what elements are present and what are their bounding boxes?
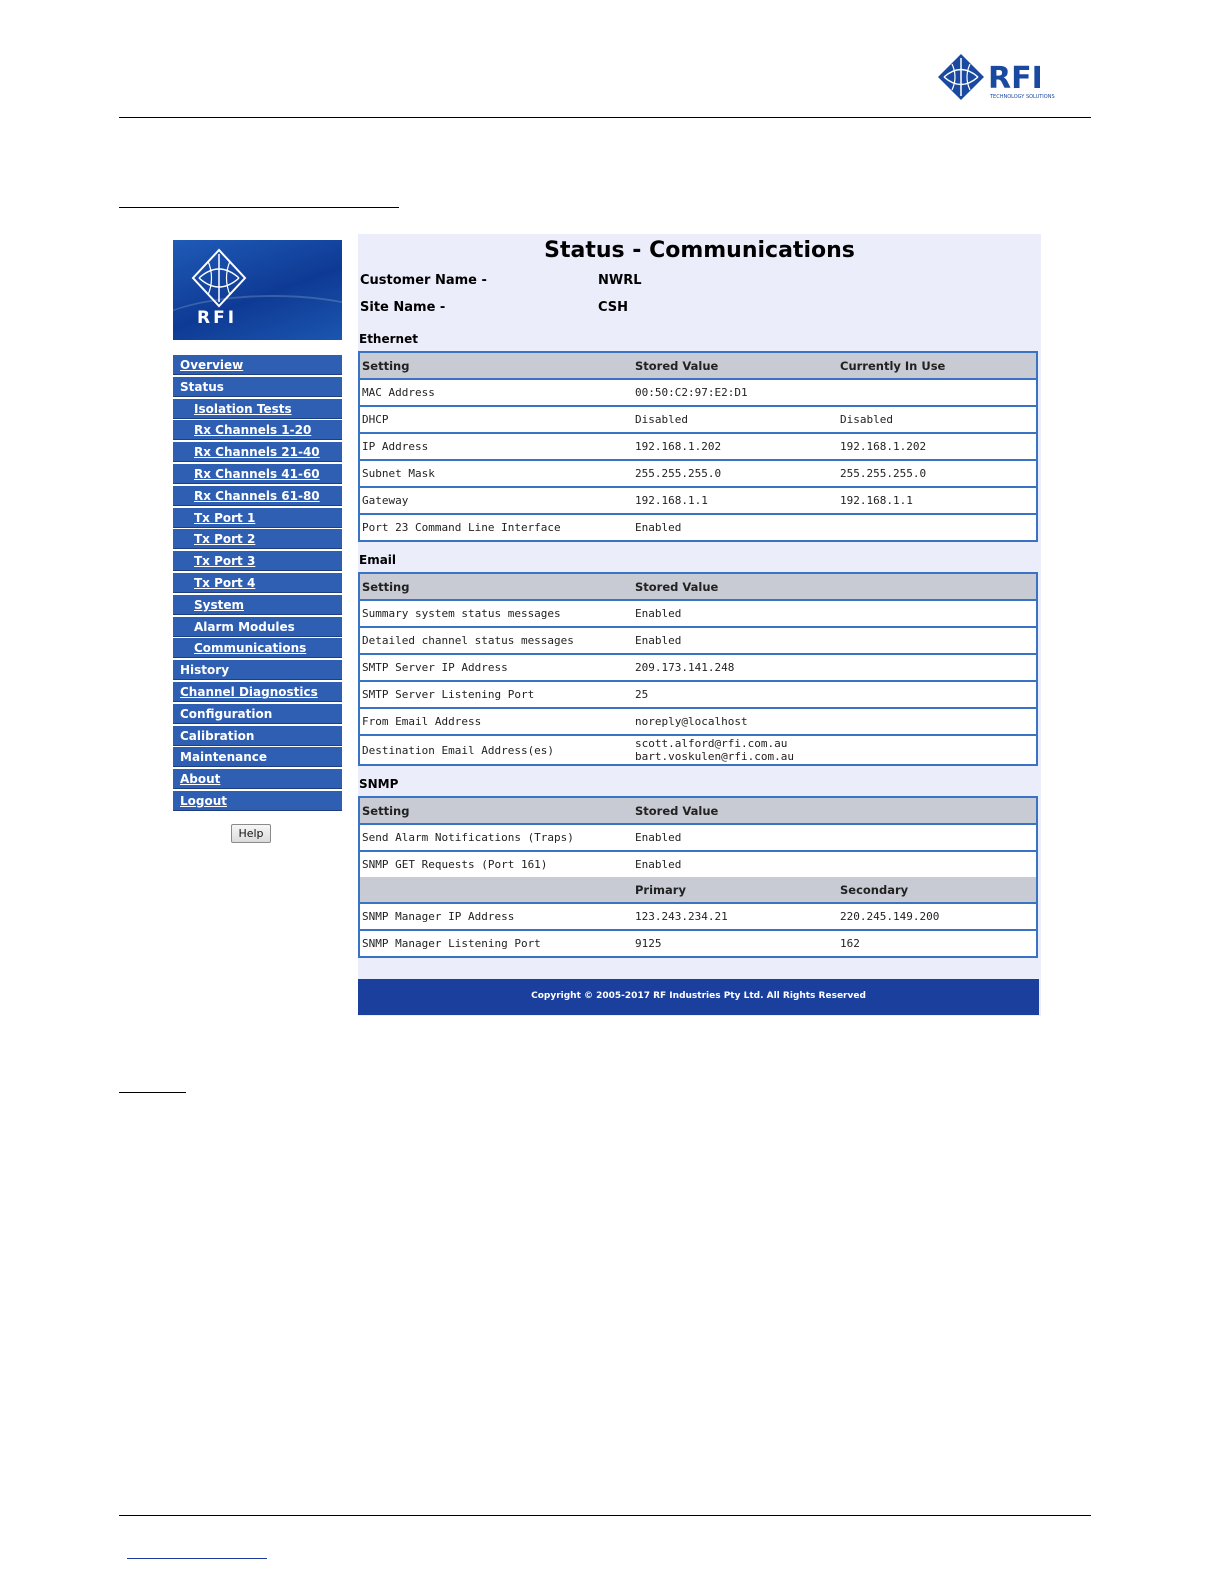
table-row <box>359 600 1037 627</box>
document-footer-rule <box>119 1515 1091 1516</box>
header-cell: Stored Value <box>633 797 838 824</box>
stored-value-cell: Enabled <box>633 851 838 877</box>
empty-cell <box>838 824 1037 851</box>
setting-cell: Destination Email Address(es) <box>359 735 633 765</box>
nav-overview[interactable]: Overview <box>173 355 342 375</box>
nav-isolation-tests[interactable]: Isolation Tests <box>173 399 342 419</box>
header-cell: Stored Value <box>633 573 838 600</box>
header-cell: Setting <box>359 352 633 379</box>
table-row <box>359 681 1037 708</box>
setting-cell: From Email Address <box>359 708 633 735</box>
header-cell: Setting <box>359 573 633 600</box>
setting-cell: SNMP GET Requests (Port 161) <box>359 851 633 877</box>
rfi-globe-icon <box>936 52 1066 102</box>
setting-cell: SMTP Server Listening Port <box>359 681 633 708</box>
document-heading-underline <box>119 207 399 208</box>
empty-cell <box>838 708 1037 735</box>
customer-name-label: Customer Name - <box>360 273 487 288</box>
secondary-value-cell: 220.245.149.200 <box>838 903 1037 930</box>
stored-value-cell: 00:50:C2:97:E2:D1 <box>633 379 838 406</box>
stored-value-cell: 192.168.1.1 <box>633 487 838 514</box>
nav-about[interactable]: About <box>173 769 342 789</box>
nav-rx-channels-21-40[interactable]: Rx Channels 21-40 <box>173 442 342 462</box>
nav-channel-diagnostics[interactable]: Channel Diagnostics <box>173 682 342 702</box>
table-row <box>359 735 1037 765</box>
help-button[interactable]: Help <box>231 824 271 843</box>
setting-cell: SNMP Manager IP Address <box>359 903 633 930</box>
current-value-cell: 192.168.1.202 <box>838 433 1037 460</box>
nav-status[interactable]: Status <box>173 377 342 397</box>
stored-value-cell: 192.168.1.202 <box>633 433 838 460</box>
stored-value-cell: Enabled <box>633 514 838 541</box>
secondary-value-cell: 162 <box>838 930 1037 957</box>
stored-value-cell: 255.255.255.0 <box>633 460 838 487</box>
header-cell: Currently In Use <box>838 352 1037 379</box>
page-title: Status - Communications <box>544 238 855 263</box>
nav-tx-port-3[interactable]: Tx Port 3 <box>173 551 342 571</box>
header-cell <box>838 573 1037 600</box>
header-cell: Secondary <box>838 877 1037 903</box>
snmp-section-title: SNMP <box>359 777 399 791</box>
table-row <box>359 433 1037 460</box>
svg-text:TECHNOLOGY SOLUTIONS: TECHNOLOGY SOLUTIONS <box>990 94 1055 100</box>
destination-email-2: bart.voskulen@rfi.com.au <box>635 750 794 763</box>
current-value-cell <box>838 514 1037 541</box>
nav-configuration[interactable]: Configuration <box>173 704 342 724</box>
nav-calibration[interactable]: Calibration <box>173 726 342 746</box>
table-row <box>359 824 1037 851</box>
document-header-rule <box>119 117 1091 118</box>
setting-cell: MAC Address <box>359 379 633 406</box>
nav-communications[interactable]: Communications <box>173 638 342 658</box>
nav-maintenance[interactable]: Maintenance <box>173 747 342 767</box>
stored-value-cell: noreply@localhost <box>633 708 838 735</box>
empty-cell <box>838 600 1037 627</box>
table-row <box>359 851 1037 877</box>
primary-value-cell: 9125 <box>633 930 838 957</box>
table-subheader-row <box>359 877 1037 903</box>
primary-value-cell: 123.243.234.21 <box>633 903 838 930</box>
setting-cell: Send Alarm Notifications (Traps) <box>359 824 633 851</box>
stored-value-cell: 25 <box>633 681 838 708</box>
setting-cell: SMTP Server IP Address <box>359 654 633 681</box>
email-table <box>358 572 1038 766</box>
setting-cell: Summary system status messages <box>359 600 633 627</box>
setting-cell: Subnet Mask <box>359 460 633 487</box>
setting-cell: IP Address <box>359 433 633 460</box>
stored-value-cell: Enabled <box>633 824 838 851</box>
rfi-globe-icon <box>187 246 251 310</box>
setting-cell: Gateway <box>359 487 633 514</box>
table-row <box>359 930 1037 957</box>
customer-name-value: NWRL <box>598 273 642 288</box>
svg-text:RFI: RFI <box>988 61 1043 96</box>
header-cell <box>359 877 633 903</box>
nav-tx-port-4[interactable]: Tx Port 4 <box>173 573 342 593</box>
document-subheading-underline <box>119 1092 186 1093</box>
nav-system[interactable]: System <box>173 595 342 615</box>
site-name-label: Site Name - <box>360 300 446 315</box>
nav-history[interactable]: History <box>173 660 342 680</box>
ethernet-section-title: Ethernet <box>359 332 418 346</box>
destination-email-1: scott.alford@rfi.com.au <box>635 737 788 750</box>
table-row <box>359 903 1037 930</box>
empty-cell <box>838 654 1037 681</box>
nav-rx-channels-1-20[interactable]: Rx Channels 1-20 <box>173 420 342 440</box>
stored-value-cell: Enabled <box>633 627 838 654</box>
table-header-row <box>359 352 1037 379</box>
setting-cell: DHCP <box>359 406 633 433</box>
table-row <box>359 487 1037 514</box>
stored-value-cell: 209.173.141.248 <box>633 654 838 681</box>
table-header-row <box>359 573 1037 600</box>
header-cell <box>838 797 1037 824</box>
table-row <box>359 514 1037 541</box>
empty-cell <box>838 627 1037 654</box>
nav-rx-channels-41-60[interactable]: Rx Channels 41-60 <box>173 464 342 484</box>
table-row <box>359 406 1037 433</box>
ethernet-table <box>358 351 1038 542</box>
nav-tx-port-1[interactable]: Tx Port 1 <box>173 508 342 528</box>
nav-tx-port-2[interactable]: Tx Port 2 <box>173 529 342 549</box>
site-name-value: CSH <box>598 300 629 315</box>
empty-cell <box>838 851 1037 877</box>
table-row <box>359 460 1037 487</box>
nav-logout[interactable]: Logout <box>173 791 342 811</box>
table-row <box>359 379 1037 406</box>
setting-cell: Port 23 Command Line Interface <box>359 514 633 541</box>
nav-alarm-modules[interactable]: Alarm Modules <box>173 617 342 637</box>
sidebar-logo <box>173 240 342 340</box>
table-row <box>359 654 1037 681</box>
empty-cell <box>838 735 1037 765</box>
sidebar-nav <box>173 355 342 813</box>
current-value-cell: 255.255.255.0 <box>838 460 1037 487</box>
current-value-cell: Disabled <box>838 406 1037 433</box>
snmp-table <box>358 796 1038 958</box>
stored-value-cell <box>633 735 838 765</box>
rfi-document-logo <box>936 52 1066 102</box>
stored-value-cell: Enabled <box>633 600 838 627</box>
main-panel <box>358 234 1041 1016</box>
header-cell: Stored Value <box>633 352 838 379</box>
document-footer-link <box>127 1558 267 1559</box>
empty-cell <box>838 681 1037 708</box>
current-value-cell <box>838 379 1037 406</box>
nav-rx-channels-61-80[interactable]: Rx Channels 61-80 <box>173 486 342 506</box>
table-row <box>359 708 1037 735</box>
current-value-cell: 192.168.1.1 <box>838 487 1037 514</box>
table-header-row <box>359 797 1037 824</box>
setting-cell: Detailed channel status messages <box>359 627 633 654</box>
header-cell: Setting <box>359 797 633 824</box>
sidebar-logo-text: RFI <box>197 308 238 328</box>
copyright-footer: Copyright © 2005-2017 RF Industries Pty Ltd. All Rights Reserved <box>358 979 1039 1015</box>
setting-cell: SNMP Manager Listening Port <box>359 930 633 957</box>
header-cell: Primary <box>633 877 838 903</box>
email-section-title: Email <box>359 553 397 567</box>
stored-value-cell: Disabled <box>633 406 838 433</box>
table-row <box>359 627 1037 654</box>
